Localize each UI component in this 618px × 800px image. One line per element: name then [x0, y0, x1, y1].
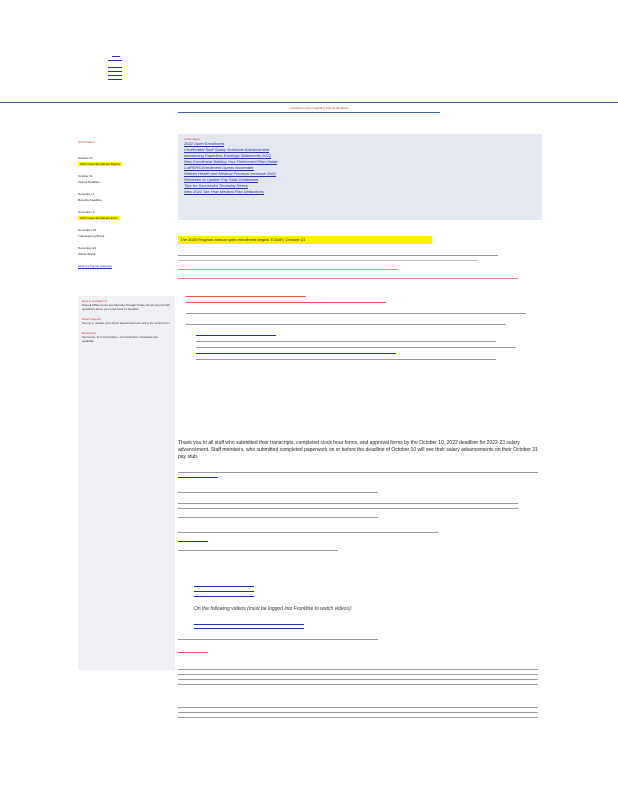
sidebar-date-label: Benefits Deadline	[78, 198, 102, 202]
sidebar-date-label: Thanksgiving Break	[78, 234, 105, 238]
header-rule	[0, 102, 618, 103]
sidebar-date-item[interactable]	[78, 216, 178, 220]
news-item-link[interactable]: New Enrollment Waiting Your Retirement Plan Guide	[184, 159, 278, 164]
sidebar-panel-heading: Resources	[82, 331, 97, 335]
bullet-list	[186, 294, 536, 360]
sidebar-date-item	[78, 252, 178, 256]
sidebar-date-label: Winter Break	[78, 252, 96, 256]
sidebar-panel-body: Payroll Office hours are Monday through Friday. Email payroll with questions about your paycheck or benefits.	[82, 303, 170, 311]
sidebar-panel-body: Set up or update your direct deposit account using the online form.	[82, 321, 171, 325]
sidebar-date-item	[78, 246, 178, 250]
sidebar-date-item	[78, 234, 178, 238]
news-title: In the News	[184, 137, 200, 141]
sidebar-date-item	[78, 192, 178, 196]
sidebar-date-label: October 21	[78, 156, 93, 160]
alert-rule	[178, 112, 440, 113]
sidebar-date-item[interactable]	[78, 162, 178, 166]
sidebar-date-item	[78, 174, 178, 178]
sidebar-date-label: Payroll Deadline	[78, 180, 100, 184]
sidebar-date-item	[78, 210, 178, 214]
news-item-link[interactable]: 2022 Open Enrollment	[184, 141, 225, 146]
sidebar-date-item	[78, 180, 178, 184]
sidebar-date-label: November 9	[78, 210, 95, 214]
news-item-link[interactable]: CalPERS Enrollment Opens November	[184, 165, 254, 170]
sidebar-date-label: 2022-23 Payroll Calendar	[78, 264, 113, 268]
sidebar-panel	[78, 296, 175, 670]
sidebar-panel-heading: Direct Deposit	[82, 317, 101, 321]
news-item-link[interactable]: Reminder to Update Pay Stub Credentials	[184, 177, 259, 182]
sidebar-panel-section	[78, 328, 175, 346]
sidebar-date-label: November 15	[78, 228, 97, 232]
sidebar-date-item	[78, 228, 178, 232]
news-item-link[interactable]: Introducing Paperless Earnings Statements 2022	[184, 153, 271, 158]
sidebar-date-label: 2022 Open Enrollment Ends	[80, 216, 118, 220]
sidebar-panel-body: Tax forms, W-2 information, and deduction schedules are available.	[82, 335, 158, 343]
sidebar-panel-heading: How to Contact Us	[82, 299, 108, 303]
alert-text: Important notice regarding Payroll deadlines	[290, 106, 349, 110]
district-logo[interactable]	[108, 56, 132, 100]
news-item-link[interactable]: Certificated Staff Salary Schedule Advancement	[184, 147, 270, 152]
sidebar-heading: Quick Dates	[78, 140, 95, 144]
salary-advancement-thanks: Thank you to all staff who submitted their transcripts, completed clock hour forms, and approval forms by the October 10, 2022 deadline for 2022-23 salary advancement. Staff members, who submitted completed paperwork on or before the deadline of October 10 will see their salary advancements on their October 31 pay stub.	[178, 440, 538, 460]
sidebar-panel-section	[78, 314, 175, 328]
news-item-link[interactable]: Retiree Health and Medical Premium Increase 2022	[184, 171, 276, 176]
enrollment-banner: The 2023 Program annual open enrollment begins TODAY, October 21	[178, 236, 432, 244]
sidebar-date-item	[78, 156, 178, 160]
sidebar-date-item	[78, 198, 178, 202]
sidebar-panel-section	[78, 296, 175, 314]
sidebar-date-label: 2022 Open Enrollment Begins	[80, 162, 121, 166]
paragraph-3	[178, 620, 538, 718]
news-item-link[interactable]: New 2022 Tax Year Medical Plan Deductions	[184, 189, 264, 194]
sidebar-date-label: November 4	[78, 192, 95, 196]
sidebar-date-item	[78, 264, 178, 268]
sidebar-date-label: December 23	[78, 246, 97, 250]
paragraph-1	[178, 252, 538, 279]
sidebar-date-label: October 31	[78, 174, 93, 178]
paragraph-2	[178, 470, 538, 551]
news-item[interactable]	[178, 189, 542, 195]
news-box	[178, 134, 542, 220]
video-links[interactable]	[194, 582, 254, 597]
news-item-link[interactable]: Tips for Successful Thursday Stress	[184, 183, 248, 188]
videos-instruction: On the following videos (must be logged into Frontline to watch videos):	[194, 606, 353, 612]
